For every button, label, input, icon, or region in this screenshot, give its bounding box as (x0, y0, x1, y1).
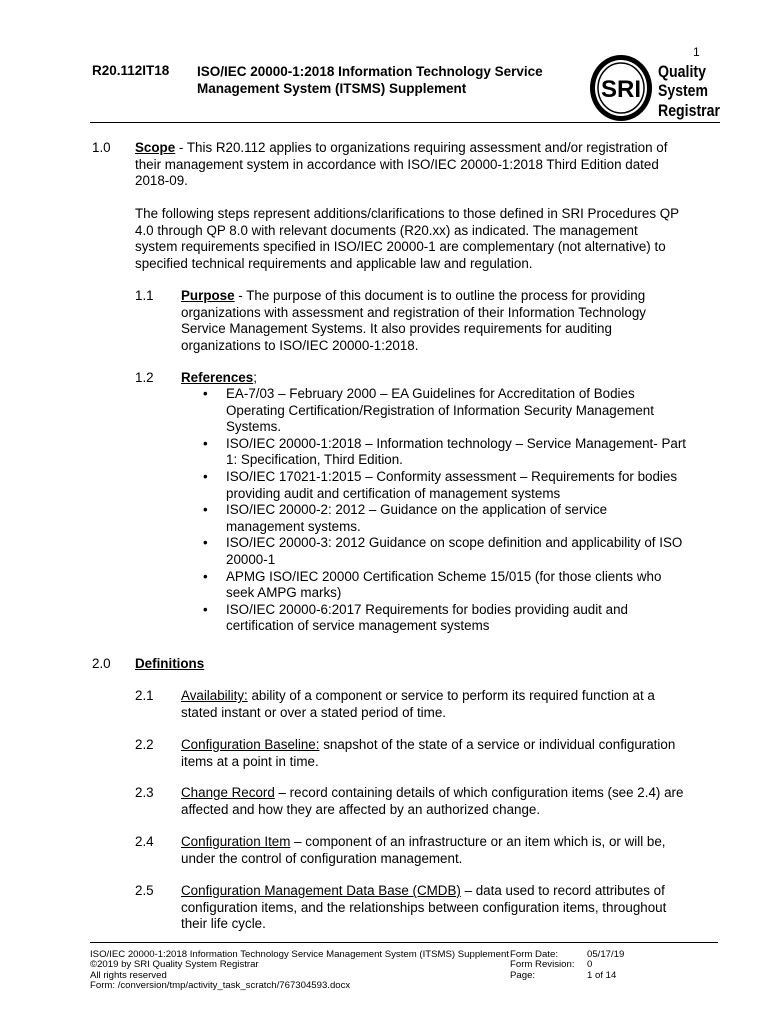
reference-item (203, 502, 726, 535)
bullet-icon: • (203, 568, 208, 584)
scope-heading: Scope (135, 140, 176, 155)
definition-2-5-number: 2.5 (135, 883, 154, 898)
definition-2-4-number: 2.4 (135, 834, 154, 849)
section-1-2-number: 1.2 (135, 370, 154, 385)
footer-values (587, 950, 687, 981)
bullet-icon: • (203, 535, 208, 551)
reference-item (203, 386, 726, 436)
definition-2-3-number: 2.3 (135, 785, 154, 800)
references-heading: References (181, 370, 254, 385)
reference-1-line-1: EA-7/03 – February 2000 – EA Guidelines for Accreditation of Bodies (226, 386, 635, 401)
reference-item (203, 601, 726, 635)
definition-term: Availability: (181, 688, 248, 703)
definition-2-1-number: 2.1 (135, 688, 154, 703)
scope-text-line-3: 2018-09. (135, 173, 188, 189)
bullet-icon: • (203, 386, 208, 401)
reference-item (203, 468, 726, 502)
scope-p2-line-1: The following steps represent additions/clarifications to those defined in SRI Procedures QP (135, 206, 680, 221)
reference-1-line-2: Operating Certification/Registration of Information Security Management (226, 402, 654, 418)
definition-configuration-item (181, 834, 726, 867)
definition-availability (181, 688, 726, 721)
document-title-line-2: Management System (ITSMS) Supplement (197, 81, 467, 96)
page-label: Page: (510, 969, 536, 981)
document-id: R20.112IT18 (92, 63, 170, 78)
form-date-label: Form Date: (510, 949, 558, 960)
logo-mark-text: SRI (600, 76, 642, 103)
logo-line-system: System (658, 82, 708, 100)
purpose-heading: Purpose (181, 288, 235, 303)
logo-line-registrar: Registrar (658, 102, 721, 120)
definition-text-line-2: configuration items, and the relationships between configuration items, throughout (181, 899, 667, 915)
reference-5-line-1: ISO/IEC 20000-3: 2012 Guidance on scope definition and applicability of ISO (226, 535, 683, 551)
page-count-value: 1 of 14 (587, 969, 617, 981)
logo-line-quality: Quality (658, 63, 707, 81)
reference-7-line-2: certification of service management systems (226, 618, 490, 634)
reference-item (203, 568, 726, 602)
reference-4-line-1: ISO/IEC 20000-2: 2012 – Guidance on the application of service (226, 502, 608, 518)
bullet-icon: • (203, 435, 208, 451)
scope-p2-line-2: 4.0 through QP 8.0 with relevant documents (R20.xx) as indicated. The management (135, 222, 638, 238)
bullet-icon: • (203, 468, 208, 484)
definition-term: Configuration Item (181, 834, 291, 849)
references-heading-suffix: ; (253, 370, 257, 385)
section-1-scope (135, 140, 725, 190)
reference-3-line-1: ISO/IEC 17021-1:2015 – Conformity assessment – Requirements for bodies (226, 468, 678, 484)
definitions-heading: Definitions (135, 656, 205, 671)
reference-item (203, 435, 726, 469)
reference-2-line-2: 1: Specification, Third Edition. (226, 452, 403, 468)
references-list (203, 386, 726, 635)
reference-6-line-1: APMG ISO/IEC 20000 Certification Scheme 15/015 (for those clients who (226, 568, 662, 584)
definition-term: Change Record (181, 785, 275, 800)
document-title (197, 63, 577, 97)
section-1-1-number: 1.1 (135, 288, 154, 303)
form-date-value: 05/17/19 (587, 949, 625, 960)
definition-text-line-2: under the control of configuration management. (181, 850, 463, 866)
definition-text-line-1: ability of a component or service to perform its required function at a (247, 688, 655, 703)
scope-paragraph-2 (135, 206, 725, 272)
footer-document-info (90, 950, 510, 992)
definition-term: Configuration Management Data Base (CMDB) (181, 883, 461, 898)
form-revision-value: 0 (587, 959, 593, 971)
footer-copyright: ©2019 by SRI Quality System Registrar (90, 959, 259, 971)
header-divider (90, 122, 720, 123)
sri-logo (587, 50, 727, 126)
section-2-number: 2.0 (92, 656, 111, 671)
definition-text-line-1: – record containing details of which configuration items (see 2.4) are (274, 785, 684, 800)
definition-text-line-2: stated instant or over a stated period of time. (181, 704, 446, 720)
footer-form-path: Form: /conversion/tmp/activity_task_scratch/767304593.docx (90, 980, 351, 992)
purpose-line-1: - The purpose of this document is to outline the process for providing (234, 288, 646, 303)
page-number: 1 (693, 45, 700, 59)
reference-4-line-2: management systems. (226, 518, 361, 534)
reference-2-line-1: ISO/IEC 20000-1:2018 – Information technology – Service Management- Part (226, 435, 687, 451)
reference-5-line-2: 20000-1 (226, 551, 276, 567)
definition-cmdb (181, 883, 726, 933)
definition-text-line-3: their life cycle. (181, 916, 266, 932)
definition-change-record (181, 785, 726, 818)
bullet-icon: • (203, 502, 208, 518)
footer-rights: All rights reserved (90, 969, 167, 981)
definition-text-line-2: affected and how they are affected by an authorized change. (181, 801, 541, 817)
form-revision-label: Form Revision: (510, 959, 575, 971)
reference-item (203, 535, 726, 568)
section-1-number: 1.0 (92, 140, 111, 155)
definition-text-line-2: items at a point in time. (181, 753, 319, 769)
definition-configuration-baseline (181, 737, 726, 770)
reference-6-line-2: seek AMPG marks) (226, 585, 342, 601)
purpose-line-3: Service Management Systems. It also provides requirements for auditing (181, 321, 612, 337)
scope-text-line-2: their management system in accordance with ISO/IEC 20000-1:2018 Third Edition dated (135, 156, 659, 172)
definition-text-line-1: snapshot of the state of a service or individual configuration (319, 737, 676, 752)
definition-term: Configuration Baseline: (181, 737, 320, 752)
definition-2-2-number: 2.2 (135, 737, 154, 752)
section-1-1-purpose (181, 288, 726, 354)
footer-title: ISO/IEC 20000-1:2018 Information Technology Service Management System (ITSMS) Supplement (90, 949, 509, 960)
references-heading-row (181, 370, 257, 387)
bullet-icon: • (203, 601, 208, 617)
definition-text-line-1: – component of an infrastructure or an item which is, or will be, (290, 834, 666, 849)
reference-3-line-2: providing audit and certification of management systems (226, 485, 561, 501)
definition-text-line-1: – data used to record attributes of (460, 883, 665, 898)
scope-p2-line-4: specified technical requirements and applicable law and regulation. (135, 255, 533, 271)
reference-7-line-1: ISO/IEC 20000-6:2017 Requirements for bodies providing audit and (226, 601, 628, 617)
footer-divider (90, 942, 718, 943)
purpose-line-2: organizations with assessment and registration of their Information Technology (181, 304, 646, 320)
scope-p2-line-3: system requirements specified in ISO/IEC 20000-1 are complementary (not alternative) to (135, 239, 666, 255)
footer-labels (510, 950, 588, 981)
reference-1-line-3: Systems. (226, 419, 282, 435)
purpose-line-4: organizations to ISO/IEC 20000-1:2018. (181, 337, 419, 353)
sri-logo-mark (587, 50, 727, 126)
scope-text-line-1: - This R20.112 applies to organizations requiring assessment and/or registration of (175, 140, 668, 155)
document-title-line-1: ISO/IEC 20000-1:2018 Information Technology Service (197, 64, 543, 79)
